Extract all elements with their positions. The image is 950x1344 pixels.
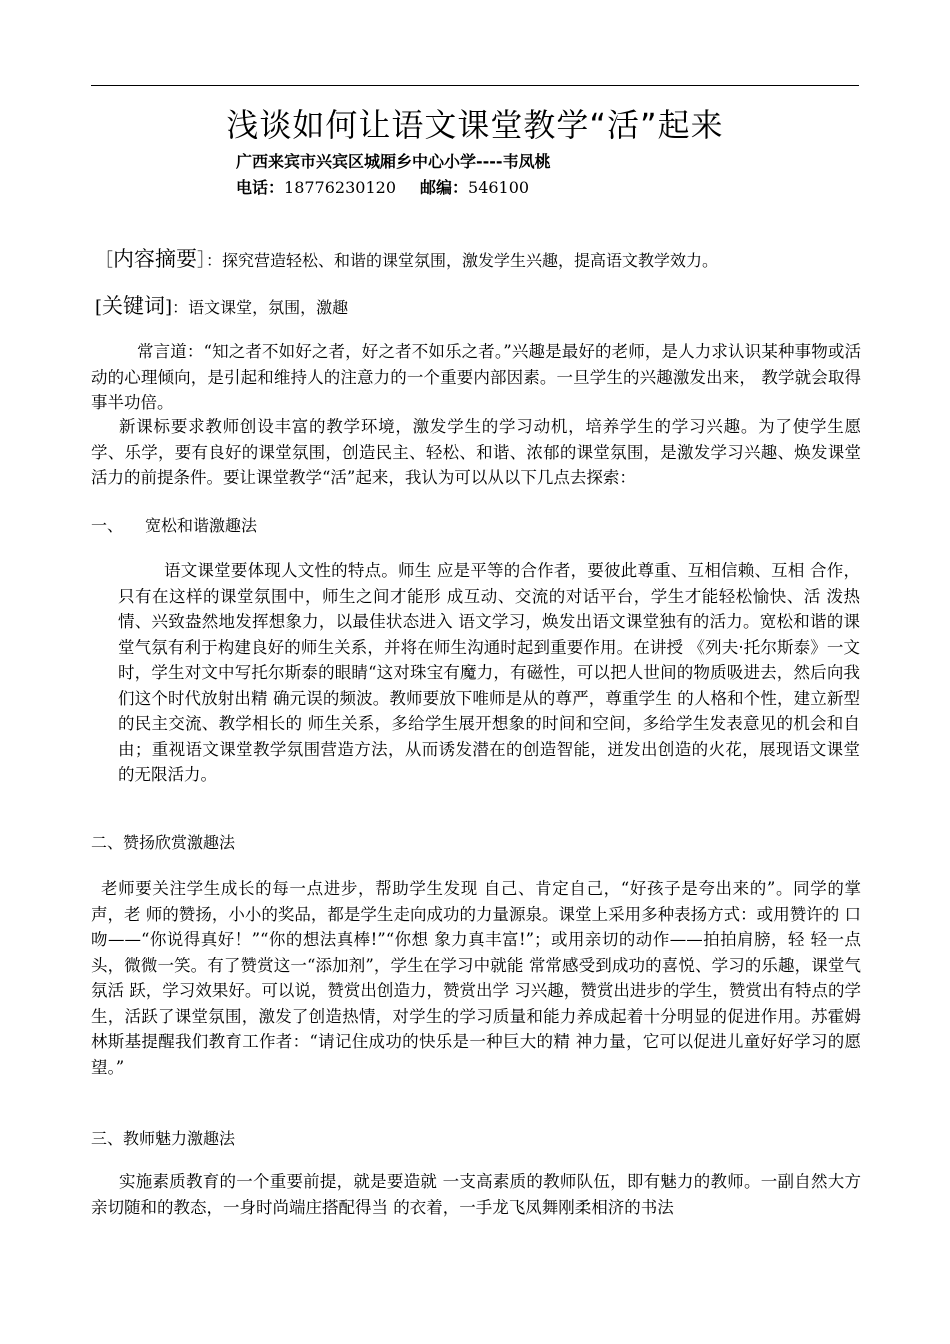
keywords-label: 关键词 (102, 294, 166, 318)
phone-number: 18776230120 (284, 178, 396, 197)
intro-paragraph-2: 新课标要求教师创设丰富的教学环境，激发学生的学习动机，培养学生的学习兴趣。为了使学生愿学、乐学，要有良好的课堂氛围，创造民主、轻松、和谐、浓郁的课堂氛围，是激发学习兴趣、焕发课堂活力的前提条件。要让课堂教学“活”起来，我认为可以从以下几点去探索： (91, 417, 861, 487)
section-3-heading: 三、教师魅力激趣法 (91, 1129, 236, 1148)
phone-label: 电话： (236, 178, 285, 197)
section-1-title: 宽松和谐激趣法 (145, 516, 258, 535)
abstract-close-bracket: ］ (197, 250, 206, 271)
intro-paragraph-1: 常言道：“知之者不如好之者，好之者不如乐之者。”兴趣是最好的老师，是人力求认识某种事物或活动的心理倾向，是引起和维持人的注意力的一个重要内部因素。一旦学生的兴趣激发出来， 教学就会取得事半功倍。 (91, 342, 861, 412)
section-2-heading: 二、赞扬欣赏激趣法 (91, 833, 236, 852)
keywords-close-bracket: ] (165, 297, 173, 318)
abstract-text: ：探究营造轻松、和谐的课堂氛围，激发学生兴趣，提高语文教学效力。 (206, 251, 719, 270)
abstract-label: 内容摘要 (113, 247, 197, 271)
keywords-line (95, 290, 348, 320)
abstract-open-bracket: ［ (95, 250, 113, 271)
top-rule (91, 85, 859, 86)
keywords-open-bracket: [ (95, 297, 103, 318)
author-line: 广西来宾市兴宾区城厢乡中心小学----韦凤桃 (236, 152, 551, 171)
section-1-paragraph: 语文课堂要体现人文性的特点。师生 应是平等的合作者，要彼此尊重、互相信赖、互相 合作，只有在这样的课堂氛围中，师生之间才能形 成互动、交流的对话平台，学生才能轻松愉快、活 泼热情、兴致盎然地发挥想象力，以最佳状态进入 语文学习，焕发出语文课堂独有的活力。宽松和谐的课堂气氛有利于构建良好的师生关系，并将在师生沟通时起到重要作用。在讲授 《列夫·托尔斯泰》一文时，学生对文中写托尔斯泰的眼睛“这对珠宝有魔力，有磁性，可以把人世间的物质吸进去，然后向我们这个时代放射出精 确元误的频波。教师要放下唯师是从的尊严，尊重学生 的人格和个性，建立新型的民主交流、教学相长的 师生关系，多给学生展开想象的时间和空间，多给学生发表意见的机会和自由；重视语文课堂教学氛围营造方法，从而诱发潜在的创造智能，迸发出创造的火花，展现语文课堂的无限活力。 (118, 561, 860, 784)
section-3-paragraph: 实施素质教育的一个重要前提，就是要造就 一支高素质的教师队伍，即有魅力的教师。一副自然大方亲切随和的教态，一身时尚端庄搭配得当 的衣着，一手龙飞凤舞刚柔相济的书法 (91, 1172, 861, 1217)
page-title: 浅谈如何让语文课堂教学“活”起来 (226, 106, 724, 144)
section-1-heading (91, 513, 257, 536)
postcode-number: 546100 (468, 178, 530, 197)
keywords-text: ：语文课堂，氛围，激趣 (172, 298, 349, 317)
section-1-number: 一、 (91, 516, 124, 535)
postcode-label: 邮编： (420, 178, 469, 197)
section-2-paragraph: 老师要关注学生成长的每一点进步，帮助学生发现 自己、肯定自己，“好孩子是夸出来的”。同学的掌声，老 师的赞扬，小小的奖品，都是学生走向成功的力量源泉。课堂上采用多种表扬方式：或用赞许的 口吻——“你说得真好！”“你的想法真棒!”“你想 象力真丰富!”；或用亲切的动作——拍拍肩膀，轻 轻一点头，微微一笑。有了赞赏这一“添加剂”，学生在学习中就能 常常感受到成功的喜悦、学习的乐趣，课堂气氛活 跃，学习效果好。可以说，赞赏出创造力，赞赏出学 习兴趣，赞赏出进步的学生，赞赏出有特点的学生，活跃了课堂氛围，激发了创造热情，对学生的学习质量和能力养成起着十分明显的促进作用。苏霍姆林斯基提醒我们教育工作者：“请记住成功的快乐是一种巨大的精 神力量，它可以促进儿童好好学习的愿望。” (91, 879, 861, 1077)
contact-line (236, 175, 529, 198)
abstract-line (95, 243, 718, 273)
